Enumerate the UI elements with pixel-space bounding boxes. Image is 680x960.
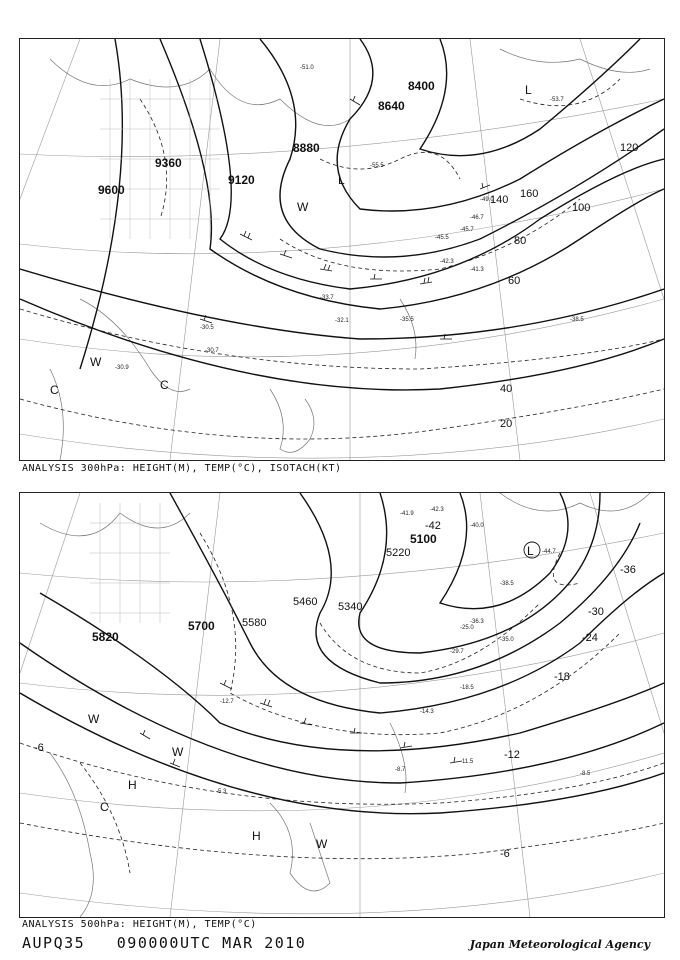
chart-identifier: AUPQ35 090000UTC MAR 2010 (22, 934, 307, 952)
isotherm-label: -24 (582, 632, 598, 644)
cold-symbol: C (50, 383, 59, 397)
temp-value: -35.5 (400, 317, 414, 323)
isotach-label: 100 (572, 202, 591, 214)
height-label: 5340 (338, 601, 363, 613)
cold-symbol: C (100, 800, 109, 814)
temp-value: -53.7 (550, 97, 564, 103)
temp-value: -11.5 (460, 759, 474, 765)
temp-value: -41.3 (470, 267, 484, 273)
height-label: 8880 (293, 141, 320, 155)
temp-value: -38.5 (570, 317, 584, 323)
isotach-contours (20, 79, 664, 439)
height-label: 5700 (188, 619, 215, 633)
bottom-chart-caption: ANALYSIS 500hPa: HEIGHT(M), TEMP(°C) (22, 919, 257, 930)
isotach-label: 140 (490, 194, 509, 206)
temp-value: -12.7 (220, 699, 234, 705)
warm-symbol: W (297, 200, 309, 214)
isotach-label: 20 (500, 418, 513, 430)
isotach-label: 40 (500, 383, 513, 395)
height-label: 9360 (155, 156, 182, 170)
isotach-label: 80 (514, 235, 527, 247)
height-label: 8640 (378, 99, 405, 113)
warm-symbol: W (90, 355, 102, 369)
temp-value: -42.3 (430, 507, 444, 513)
height-label: 5820 (92, 630, 119, 644)
temp-value: -36.3 (470, 619, 484, 625)
isotherm-label: -6 (500, 848, 510, 860)
temp-value: -45.7 (460, 227, 474, 233)
temp-value: -41.9 (400, 511, 414, 517)
height-contours (20, 493, 664, 814)
temp-value: -51.0 (300, 65, 314, 71)
isotherm-label: -30 (588, 606, 604, 618)
temp-value: -33.7 (320, 295, 334, 301)
agency-credit: Japan Meteorological Agency (469, 938, 650, 951)
temp-value: -30.5 (200, 325, 214, 331)
isotach-label: 60 (508, 275, 521, 287)
temp-value: -30.9 (115, 365, 129, 371)
temp-value: -14.3 (420, 709, 434, 715)
isotherm-label: -6 (34, 742, 44, 754)
top-chart-caption: ANALYSIS 300hPa: HEIGHT(M), TEMP(°C), ISOTACH(KT) (22, 463, 342, 474)
height-label: 5580 (242, 617, 267, 629)
temp-value: -46.7 (470, 215, 484, 221)
temp-value: -49.0 (480, 197, 494, 203)
latlon-grid (20, 39, 664, 460)
map-500hpa (19, 492, 665, 918)
height-label: 5460 (293, 596, 318, 608)
isotherm-label: -18 (554, 671, 570, 683)
height-label: 8400 (408, 79, 435, 93)
height-label: 5100 (410, 532, 437, 546)
temp-value: -38.5 (500, 581, 514, 587)
temp-value: -35.0 (500, 637, 514, 643)
isotach-label: 160 (520, 188, 539, 200)
isotherm-label: -12 (504, 749, 520, 761)
temp-value: -44.7 (542, 549, 556, 555)
temp-value: -8.7 (395, 767, 406, 773)
temp-value: -42.3 (440, 259, 454, 265)
height-contours (20, 39, 664, 390)
temp-value: -29.7 (450, 649, 464, 655)
warm-symbol: W (172, 745, 184, 759)
temp-value: -18.5 (460, 685, 474, 691)
temp-value: -5.3 (216, 789, 227, 795)
warm-symbol: W (316, 837, 328, 851)
latlon-grid (20, 493, 664, 917)
temp-value: -45.5 (435, 235, 449, 241)
isotach-label: 120 (620, 142, 639, 154)
height-label: 5220 (386, 547, 411, 559)
height-label: 9120 (228, 173, 255, 187)
low-pressure-symbol: L (525, 83, 532, 97)
temp-value: -25.0 (460, 625, 474, 631)
high-pressure-symbol: H (128, 778, 137, 792)
temp-hatch (90, 503, 170, 623)
high-pressure-symbol: H (252, 829, 261, 843)
temp-value: -55.5 (370, 163, 384, 169)
temp-value: -8.5 (580, 771, 591, 777)
map-300hpa (19, 38, 665, 461)
temp-value: -32.1 (335, 318, 349, 324)
map-500hpa-canvas (20, 493, 664, 917)
low-pressure-symbol: L (338, 173, 345, 187)
cold-symbol: C (160, 378, 169, 392)
temp-value: -40.0 (470, 523, 484, 529)
warm-symbol: W (88, 712, 100, 726)
map-300hpa-canvas (20, 39, 664, 460)
low-pressure-symbol: L (527, 544, 534, 558)
temp-value: -30.7 (205, 348, 219, 354)
wind-barbs (200, 96, 490, 339)
isotherm-label: -36 (620, 564, 636, 576)
isotherm-label: -42 (425, 520, 441, 532)
height-label: 9600 (98, 183, 125, 197)
